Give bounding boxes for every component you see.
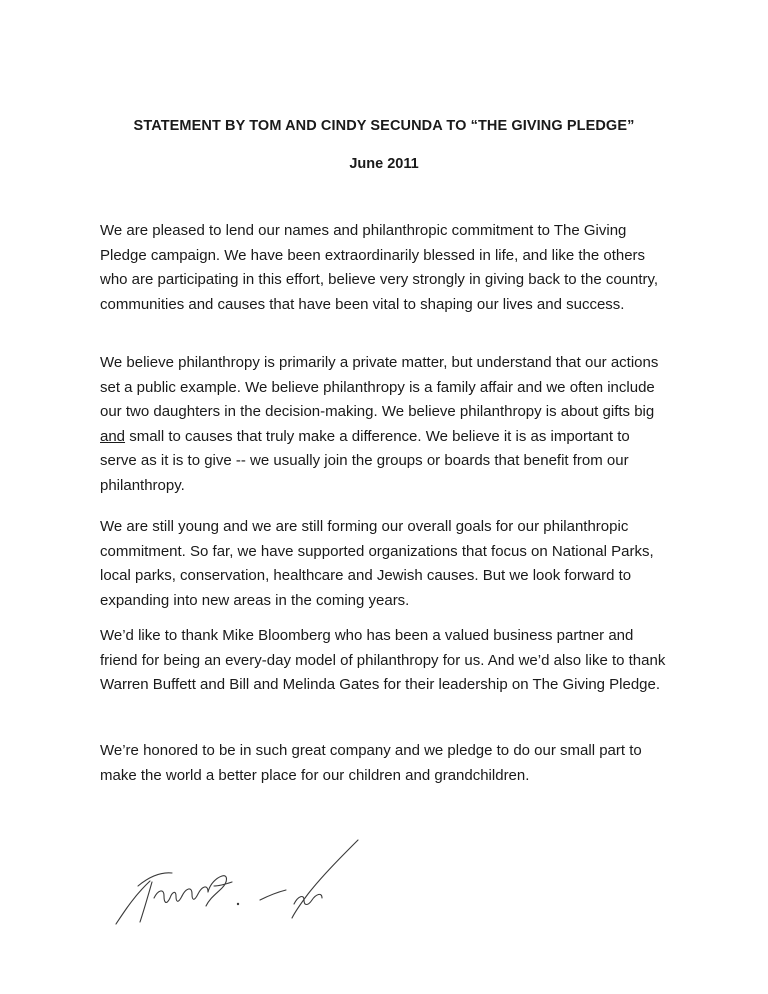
paragraph-2: [100, 351, 670, 498]
paragraph-2-text-end: small to causes that truly make a difference. We believe it is as important to serve as it is to give -- we usually join the groups or boards that benefit from our philanthropy.: [100, 427, 630, 494]
paragraph-2-text-start: We believe philanthropy is primarily a private matter, but understand that our actions set a public example. We believe philanthropy is a family affair and we often include our two daughters in the decision-making. We believe philanthropy is about gifts big: [100, 354, 659, 420]
paragraph-5: We’re honored to be in such great company and we pledge to do our small part to make the world a better place for our children and grandchildren.: [100, 742, 642, 784]
document-date: June 2011: [349, 156, 419, 172]
document-title: STATEMENT BY TOM AND CINDY SECUNDA TO “THE GIVING PLEDGE”: [133, 118, 635, 134]
paragraph-2-underlined-word: and: [100, 427, 126, 445]
paragraph-4: We’d like to thank Mike Bloomberg who has been a valued business partner and friend for being an every-day model of philanthropy for us. And we’d also like to thank Warren Buffett and Bill and Melinda Gates for their leadership on The Giving Pledge.: [100, 627, 666, 693]
paragraph-3: We are still young and we are still forming our overall goals for our philanthropic commitment. So far, we have supported organizations that focus on National Parks, local parks, conservation, healthcare and Jewish causes. But we look forward to expanding into new areas in the coming years.: [100, 518, 654, 609]
signature-icon: [110, 826, 370, 936]
paragraph-1: We are pleased to lend our names and philanthropic commitment to The Giving Pledge campaign. We have been extraordinarily blessed in life, and like the others who are participating in this effort, believe very strongly in giving back to the country, communities and causes that have been vital to shaping our lives and success.: [100, 222, 659, 313]
